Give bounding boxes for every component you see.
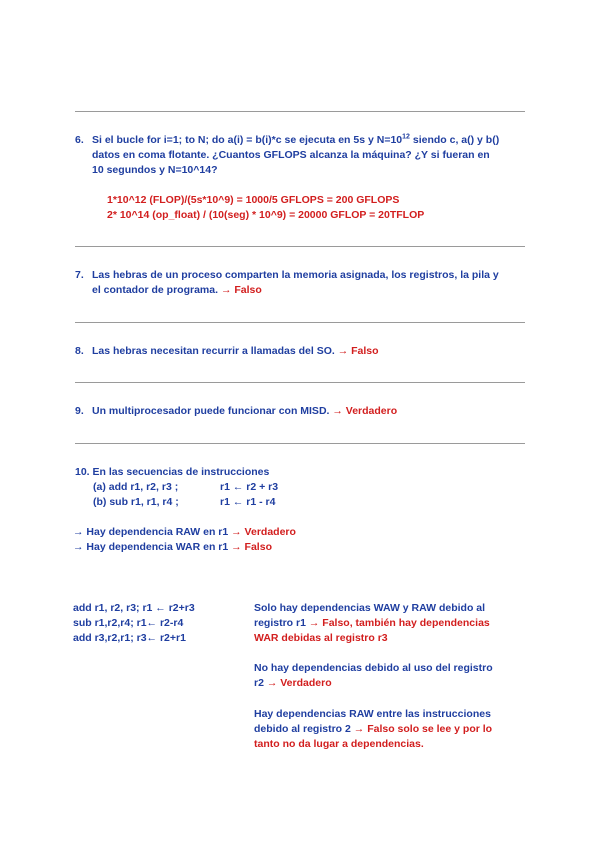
question-6 (75, 133, 499, 178)
answer: → Verdadero (332, 405, 398, 417)
question-text: Las hebras necesitan recurrir a llamadas del SO. (92, 345, 338, 357)
answer: → Falso (220, 284, 262, 296)
instruction-a-expr: r1 ← r2 + r3 (220, 481, 279, 493)
question-7 (75, 268, 499, 298)
divider (75, 111, 525, 112)
note-3: Hay dependencias RAW entre las instrucciones debido al registro 2 → Falso solo se lee y por lo tanto no da lugar a dependencias. (254, 708, 493, 750)
instruction-a-code: (a) add r1, r2, r3 ; (93, 481, 179, 493)
divider (75, 322, 525, 323)
question-10-title: 10. En las secuencias de instrucciones (75, 466, 270, 478)
question-number: 7. (75, 269, 84, 281)
question-number: 6. (75, 134, 84, 146)
code-block (73, 601, 195, 646)
note-1: Solo hay dependencias WAW y RAW debido al registro r1 → Falso, también hay dependencias WAR debidas al registro r3 (254, 602, 490, 644)
instruction-b-expr: r1 ← r1 - r4 (220, 496, 276, 508)
instruction-b-code: (b) sub r1, r1, r4 ; (93, 496, 179, 508)
answer: → Falso (337, 345, 379, 357)
question-number: 8. (75, 345, 84, 357)
answer-line: 1*10^12 (FLOP)/(5s*10^9) = 1000/5 GFLOPS = 200 GFLOPS (107, 194, 400, 206)
question-text-line: el contador de programa. → Falso (92, 284, 262, 296)
question-9 (75, 404, 397, 419)
war-statement: → Hay dependencia WAR en r1 → Falso (73, 541, 272, 553)
question-number: 9. (75, 405, 84, 417)
question-text: Un multiprocesador puede funcionar con MISD. (92, 405, 333, 417)
question-text-line: datos en coma flotante. ¿Cuantos GFLOPS alcanza la máquina? ¿Y si fueran en (92, 149, 490, 161)
raw-statement: → Hay dependencia RAW en r1 → Verdadero (73, 526, 296, 538)
divider (75, 382, 525, 383)
code-line: add r1, r2, r3; r1 ← r2+r3 (73, 602, 195, 614)
question-text-line: 10 segundos y N=10^14? (92, 164, 218, 176)
question-text-line: Si el bucle for i=1; to N; do a(i) = b(i)*c se ejecuta en 5s y $N=10^{12}$ siendo c, a() y b() (92, 133, 500, 146)
divider (75, 443, 525, 444)
divider (75, 246, 525, 247)
answer-6 (107, 193, 424, 223)
note-2: No hay dependencias debido al uso del registro r2 → Verdadero (254, 662, 493, 689)
answer-line: 2* 10^14 (op_float) / (10(seg) * 10^9) = 20000 GFLOP = 20TFLOP (107, 209, 425, 221)
code-line: sub r1,r2,r4; r1← r2-r4 (73, 617, 184, 629)
answer: → Verdadero (231, 526, 296, 538)
question-8 (75, 344, 379, 359)
answer: → Falso (231, 541, 272, 553)
code-line: add r3,r2,r1; r3← r2+r1 (73, 632, 186, 644)
question-text-line: Las hebras de un proceso comparten la memoria asignada, los registros, la pila y (92, 269, 499, 281)
